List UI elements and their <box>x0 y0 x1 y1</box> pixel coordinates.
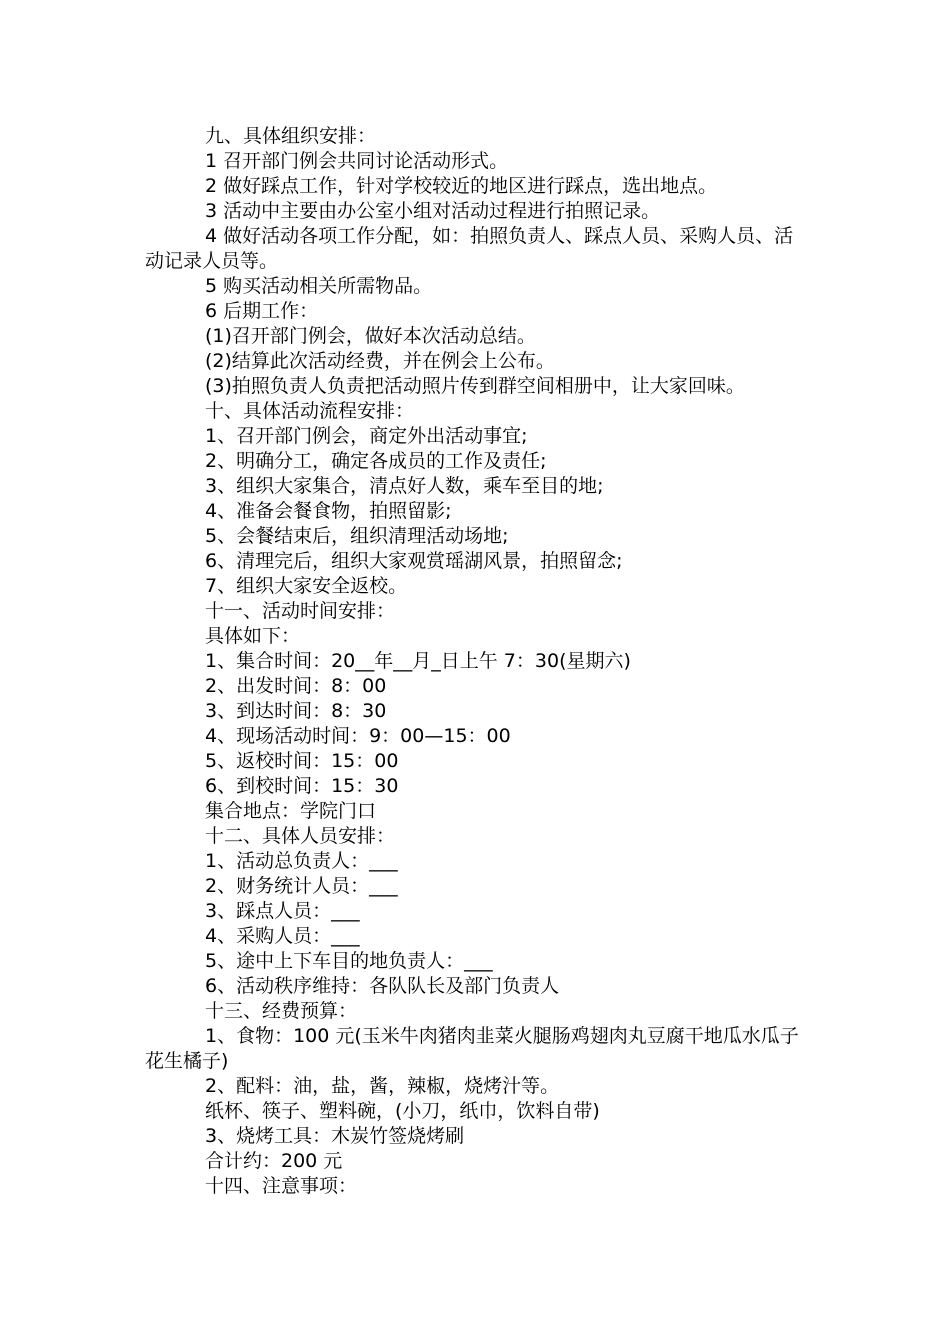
paragraph-line: 2 做好踩点工作，针对学校较近的地区进行踩点，选出地点。 <box>205 175 718 197</box>
paragraph-line: 4、准备会餐食物，拍照留影; <box>205 500 452 522</box>
paragraph-line: 5 购买活动相关所需物品。 <box>205 275 433 297</box>
paragraph-line: 6、活动秩序维持：各队队长及部门负责人 <box>205 975 560 997</box>
paragraph-line: 3 活动中主要由办公室小组对活动过程进行拍照记录。 <box>205 200 661 222</box>
paragraph-line: 4、采购人员：___ <box>205 925 360 947</box>
paragraph-line: 十、具体活动流程安排： <box>205 400 415 422</box>
paragraph-line: 2、配料：油，盐，酱，辣椒，烧烤汁等。 <box>205 1075 560 1097</box>
paragraph-line: 3、到达时间：8：30 <box>205 700 387 722</box>
paragraph-line: 合计约：200 元 <box>205 1150 343 1172</box>
paragraph-line: 2、明确分工，确定各成员的工作及责任; <box>205 450 547 472</box>
paragraph-line: 4 做好活动各项工作分配，如：拍照负责人、踩点人员、采购人员、活动记录人员等。 <box>145 225 794 272</box>
paragraph-line: 6 后期工作： <box>205 300 319 322</box>
paragraph-line: 十四、注意事项： <box>205 1175 358 1197</box>
paragraph-line: 九、具体组织安排： <box>205 125 377 147</box>
document-body <box>145 124 810 1199</box>
paragraph-line: 十二、具体人员安排： <box>205 825 396 847</box>
paragraph-line: (1)召开部门例会，做好本次活动总结。 <box>205 325 536 347</box>
paragraph-line: 3、烧烤工具：木炭竹签烧烤刷 <box>205 1125 465 1147</box>
paragraph-line: 5、途中上下车目的地负责人：___ <box>205 950 493 972</box>
paragraph-line: 1、召开部门例会，商定外出活动事宜; <box>205 425 528 447</box>
paragraph-line: 5、返校时间：15：00 <box>205 750 399 772</box>
paragraph-line: 纸杯、筷子、塑料碗，(小刀，纸巾，饮料自带) <box>205 1100 600 1122</box>
paragraph-line: 1、食物：100 元(玉米牛肉猪肉韭菜火腿肠鸡翅肉丸豆腐干地瓜水瓜子花生橘子) <box>145 1025 799 1072</box>
paragraph-line: (2)结算此次活动经费，并在例会上公布。 <box>205 350 555 372</box>
paragraph-line: 4、现场活动时间：9：00—15：00 <box>205 725 511 747</box>
paragraph-line: 1、活动总负责人：___ <box>205 850 398 872</box>
paragraph-line: 1 召开部门例会共同讨论活动形式。 <box>205 150 509 172</box>
paragraph-line: 3、踩点人员：___ <box>205 900 360 922</box>
paragraph-line: 6、清理完后，组织大家观赏瑶湖风景，拍照留念; <box>205 550 623 572</box>
paragraph-line: 十一、活动时间安排： <box>205 600 396 622</box>
paragraph-line: 具体如下： <box>205 625 301 647</box>
paragraph-line: 2、财务统计人员：___ <box>205 875 398 897</box>
paragraph-line: 5、会餐结束后，组织清理活动场地; <box>205 525 509 547</box>
paragraph-line: 1、集合时间：20__年__月_日上午 7：30(星期六) <box>205 650 631 672</box>
paragraph-line: 3、组织大家集合，清点好人数，乘车至目的地; <box>205 475 604 497</box>
paragraph-line: 2、出发时间：8：00 <box>205 675 387 697</box>
paragraph-line: (3)拍照负责人负责把活动照片传到群空间相册中，让大家回味。 <box>205 375 745 397</box>
paragraph-line: 7、组织大家安全返校。 <box>205 575 408 597</box>
paragraph-line: 集合地点：学院门口 <box>205 800 377 822</box>
paragraph-line: 十三、经费预算： <box>205 1000 358 1022</box>
paragraph-line: 6、到校时间：15：30 <box>205 775 399 797</box>
